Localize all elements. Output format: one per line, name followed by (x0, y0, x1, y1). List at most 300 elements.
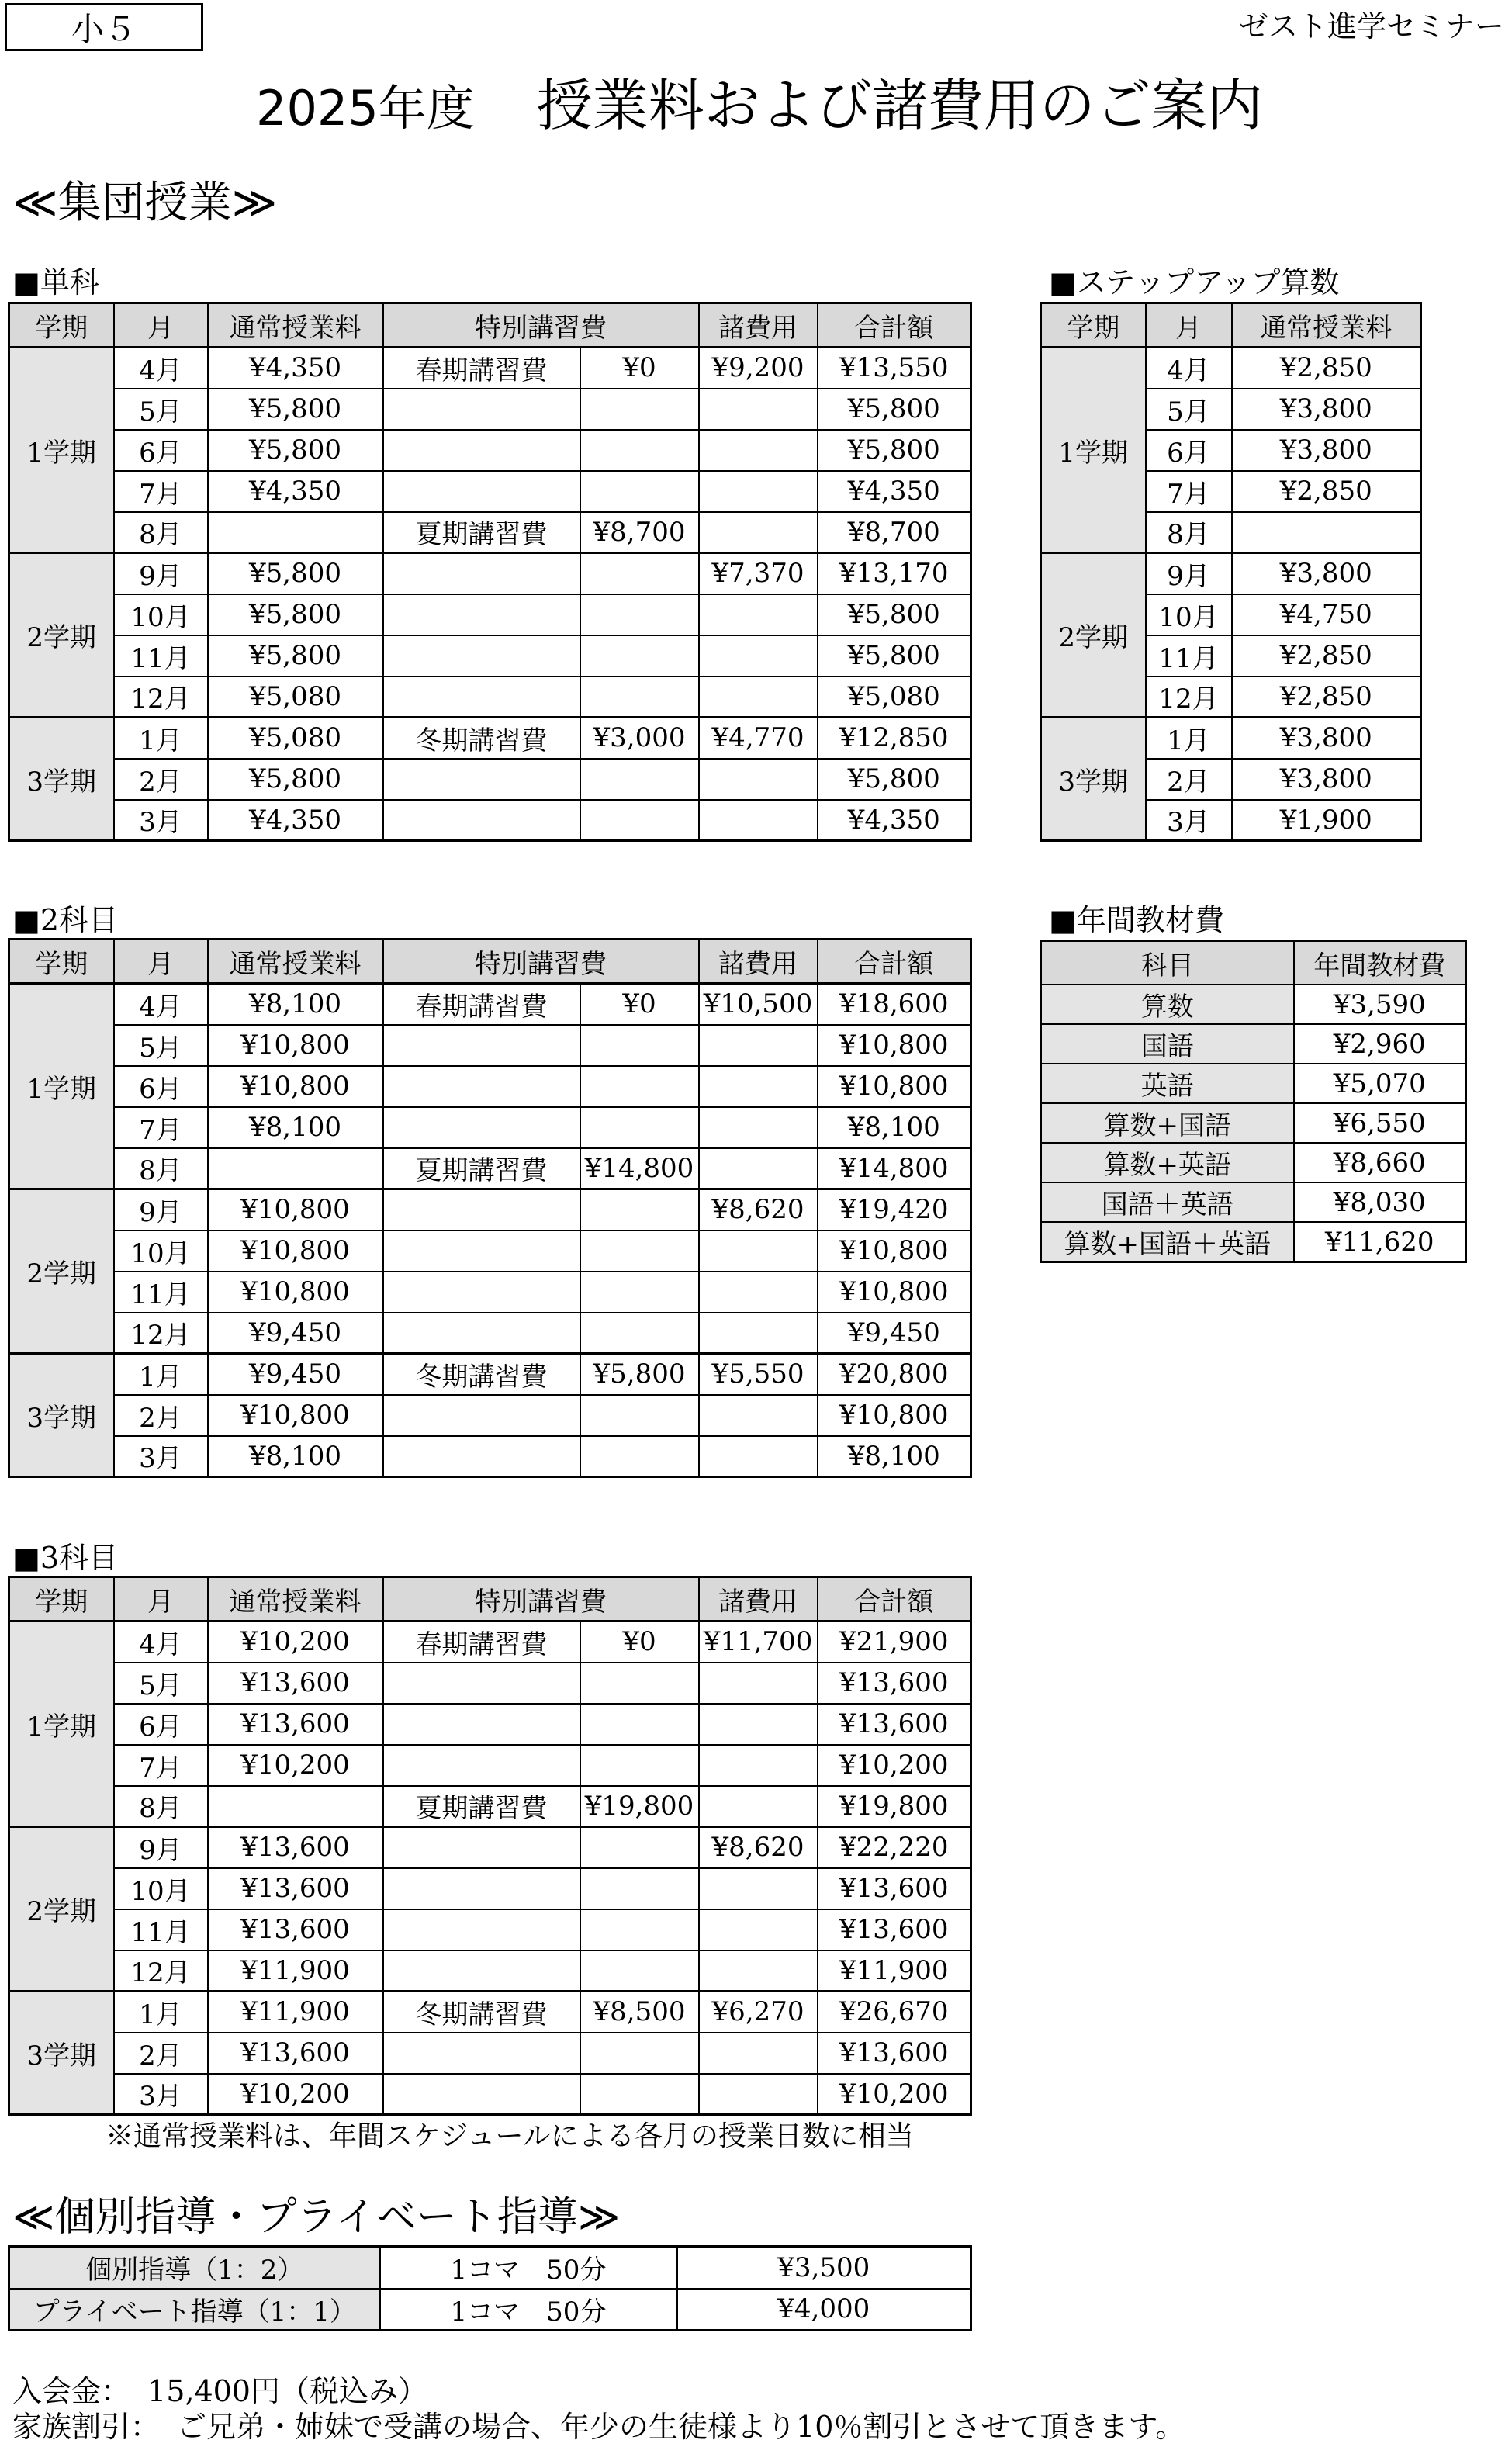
special-course-cell (383, 1868, 580, 1909)
special-course-cell (383, 1909, 580, 1950)
regular-fee-cell: ¥8,100 (208, 984, 383, 1025)
misc-fee-cell (699, 512, 818, 553)
header-special-course: 特別講習費 (383, 303, 699, 348)
special-course-fee-cell (580, 1025, 699, 1066)
total-cell: ¥5,800 (818, 635, 971, 677)
misc-fee-cell (699, 1107, 818, 1148)
header-special-course: 特別講習費 (383, 940, 699, 984)
special-course-cell (383, 1025, 580, 1066)
regular-fee-cell (208, 1786, 383, 1827)
month-cell: 11月 (1146, 635, 1232, 677)
misc-fee-cell (699, 1313, 818, 1354)
regular-fee-cell: ¥9,450 (208, 1354, 383, 1395)
total-cell: ¥5,800 (818, 759, 971, 800)
month-cell: 8月 (1146, 512, 1232, 553)
term-label: 1学期 (9, 348, 114, 553)
table-row (9, 800, 971, 841)
total-cell: ¥8,100 (818, 1436, 971, 1477)
special-course-fee-cell: ¥0 (580, 984, 699, 1025)
misc-fee-cell (699, 800, 818, 841)
table-header-row (9, 1577, 971, 1622)
table-row (9, 2074, 971, 2115)
table-header-row (9, 940, 971, 984)
misc-fee-cell (699, 1272, 818, 1313)
session-length-cell: 1コマ 50分 (380, 2247, 677, 2289)
table-row (9, 2289, 971, 2331)
total-cell: ¥18,600 (818, 984, 971, 1025)
misc-fee-cell (699, 1909, 818, 1950)
regular-fee-cell: ¥8,100 (208, 1107, 383, 1148)
material-fee-cell: ¥6,550 (1294, 1103, 1466, 1143)
table-row (9, 1395, 971, 1436)
total-cell: ¥19,800 (818, 1786, 971, 1827)
header-total: 合計額 (818, 303, 971, 348)
special-course-fee-cell (580, 1950, 699, 1992)
term-label: 2学期 (1041, 553, 1146, 718)
special-course-fee-cell (580, 389, 699, 430)
special-course-fee-cell (580, 1436, 699, 1477)
enrollment-fee-label: 入会金： (12, 2374, 131, 2408)
special-course-fee-cell (580, 1395, 699, 1436)
term-label: 2学期 (9, 1827, 114, 1992)
regular-fee-cell: ¥13,600 (208, 2033, 383, 2074)
special-course-cell (383, 677, 580, 718)
regular-fee-cell: ¥5,080 (208, 718, 383, 759)
regular-fee-cell: ¥5,800 (208, 389, 383, 430)
title-main: 授業料および諸費用のご案内 (536, 73, 1263, 138)
regular-fee-cell: ¥3,800 (1232, 430, 1421, 471)
special-course-cell (383, 1066, 580, 1107)
special-course-cell (383, 471, 580, 512)
header-regular-fee: 通常授業料 (208, 303, 383, 348)
misc-fee-cell: ¥8,620 (699, 1827, 818, 1868)
two-subjects-table (8, 938, 972, 1478)
month-cell: 8月 (114, 1786, 208, 1827)
single-subject-table (8, 302, 972, 842)
special-course-cell: 春期講習費 (383, 984, 580, 1025)
month-cell: 4月 (114, 348, 208, 389)
term-label: 1学期 (9, 984, 114, 1189)
month-cell: 6月 (114, 1066, 208, 1107)
total-cell: ¥10,200 (818, 1745, 971, 1786)
special-course-cell: 春期講習費 (383, 348, 580, 389)
month-cell: 7月 (114, 1107, 208, 1148)
month-cell: 5月 (114, 1025, 208, 1066)
month-cell: 7月 (1146, 471, 1232, 512)
special-course-fee-cell (580, 1066, 699, 1107)
special-course-fee-cell: ¥14,800 (580, 1148, 699, 1189)
special-course-fee-cell (580, 1745, 699, 1786)
total-cell: ¥13,600 (818, 1909, 971, 1950)
table-row (9, 1066, 971, 1107)
misc-fee-cell (699, 1436, 818, 1477)
table-row (9, 1025, 971, 1066)
special-course-fee-cell (580, 1663, 699, 1704)
total-cell: ¥8,700 (818, 512, 971, 553)
table-row (9, 553, 971, 594)
three-subjects-label: ■3科目 (12, 1541, 119, 1575)
header-material-fee: 年間教材費 (1294, 941, 1466, 985)
misc-fee-cell (699, 1066, 818, 1107)
school-name: ゼスト進学セミナー (1238, 9, 1504, 43)
individual-lessons-table (8, 2245, 972, 2331)
family-discount-value: ご兄弟・姉妹で受講の場合、年少の生徒様より10％割引とさせて頂きます。 (177, 2410, 1185, 2444)
course-cell: 個別指導（1：2） (9, 2247, 380, 2289)
regular-fee-cell: ¥13,600 (208, 1868, 383, 1909)
misc-fee-cell (699, 1704, 818, 1745)
header-regular-fee: 通常授業料 (1232, 303, 1421, 348)
table-row (9, 718, 971, 759)
table-row (9, 1868, 971, 1909)
regular-fee-cell: ¥4,350 (208, 800, 383, 841)
term-label: 3学期 (9, 1354, 114, 1477)
total-cell: ¥13,600 (818, 1663, 971, 1704)
material-fee-cell: ¥8,030 (1294, 1182, 1466, 1222)
regular-fee-cell: ¥13,600 (208, 1827, 383, 1868)
special-course-cell (383, 1436, 580, 1477)
total-cell: ¥5,800 (818, 594, 971, 635)
regular-fee-cell: ¥10,800 (208, 1272, 383, 1313)
term-label: 3学期 (9, 718, 114, 841)
subject-cell: 算数 (1041, 985, 1294, 1024)
family-discount (12, 2410, 1185, 2444)
month-cell: 1月 (1146, 718, 1232, 759)
misc-fee-cell (699, 1663, 818, 1704)
header-special-course: 特別講習費 (383, 1577, 699, 1622)
table-row (9, 594, 971, 635)
special-course-fee-cell (580, 800, 699, 841)
misc-fee-cell: ¥6,270 (699, 1992, 818, 2033)
family-discount-label: 家族割引： (12, 2410, 161, 2444)
month-cell: 6月 (1146, 430, 1232, 471)
month-cell: 11月 (114, 1909, 208, 1950)
special-course-cell: 冬期講習費 (383, 1354, 580, 1395)
special-course-fee-cell: ¥0 (580, 348, 699, 389)
regular-fee-cell: ¥3,800 (1232, 553, 1421, 594)
total-cell: ¥20,800 (818, 1354, 971, 1395)
month-cell: 1月 (114, 1354, 208, 1395)
month-cell: 6月 (114, 1704, 208, 1745)
regular-fee-cell: ¥2,850 (1232, 471, 1421, 512)
special-course-cell (383, 1950, 580, 1992)
special-course-fee-cell: ¥8,700 (580, 512, 699, 553)
month-cell: 5月 (114, 389, 208, 430)
misc-fee-cell (699, 471, 818, 512)
group-lessons-heading: ≪集団授業≫ (12, 178, 278, 228)
total-cell: ¥4,350 (818, 471, 971, 512)
special-course-cell (383, 1272, 580, 1313)
total-cell: ¥5,800 (818, 389, 971, 430)
special-course-cell (383, 1395, 580, 1436)
month-cell: 4月 (114, 984, 208, 1025)
month-cell: 11月 (114, 1272, 208, 1313)
annual-materials-table (1040, 940, 1467, 1263)
special-course-cell (383, 1827, 580, 1868)
table-row (9, 677, 971, 718)
enrollment-fee (12, 2374, 427, 2408)
special-course-fee-cell (580, 1230, 699, 1272)
total-cell: ¥5,080 (818, 677, 971, 718)
term-label: 3学期 (9, 1992, 114, 2115)
table-row (9, 1272, 971, 1313)
header-total: 合計額 (818, 940, 971, 984)
month-cell: 12月 (114, 1950, 208, 1992)
regular-fee-cell: ¥5,080 (208, 677, 383, 718)
special-course-fee-cell (580, 1827, 699, 1868)
regular-fee-cell: ¥2,850 (1232, 348, 1421, 389)
special-course-cell (383, 1230, 580, 1272)
table-row (9, 389, 971, 430)
special-course-fee-cell (580, 2074, 699, 2115)
special-course-cell (383, 594, 580, 635)
special-course-cell (383, 389, 580, 430)
material-fee-cell: ¥2,960 (1294, 1024, 1466, 1064)
special-course-cell: 夏期講習費 (383, 512, 580, 553)
table-row (9, 1107, 971, 1148)
material-fee-cell: ¥5,070 (1294, 1064, 1466, 1103)
special-course-cell: 冬期講習費 (383, 1992, 580, 2033)
misc-fee-cell: ¥8,620 (699, 1189, 818, 1230)
table-row (9, 430, 971, 471)
regular-fee-cell: ¥10,200 (208, 2074, 383, 2115)
misc-fee-cell: ¥11,700 (699, 1622, 818, 1663)
page-title (256, 73, 1263, 141)
misc-fee-cell (699, 1745, 818, 1786)
month-cell: 2月 (114, 2033, 208, 2074)
table-row (1041, 1143, 1466, 1182)
subject-cell: 算数+国語 (1041, 1103, 1294, 1143)
header-term: 学期 (1041, 303, 1146, 348)
month-cell: 5月 (114, 1663, 208, 1704)
subject-cell: 国語 (1041, 1024, 1294, 1064)
special-course-fee-cell: ¥5,800 (580, 1354, 699, 1395)
total-cell: ¥10,200 (818, 2074, 971, 2115)
regular-fee-cell: ¥3,800 (1232, 718, 1421, 759)
special-course-fee-cell (580, 677, 699, 718)
total-cell: ¥12,850 (818, 718, 971, 759)
total-cell: ¥10,800 (818, 1066, 971, 1107)
total-cell: ¥26,670 (818, 1992, 971, 2033)
special-course-cell (383, 553, 580, 594)
regular-fee-cell: ¥10,800 (208, 1066, 383, 1107)
misc-fee-cell (699, 1868, 818, 1909)
misc-fee-cell (699, 2074, 818, 2115)
table-row (9, 635, 971, 677)
table-row (1041, 1024, 1466, 1064)
month-cell: 4月 (1146, 348, 1232, 389)
table-row (9, 1313, 971, 1354)
special-course-cell (383, 430, 580, 471)
misc-fee-cell (699, 1148, 818, 1189)
regular-fee-cell: ¥5,800 (208, 594, 383, 635)
material-fee-cell: ¥11,620 (1294, 1222, 1466, 1262)
misc-fee-cell: ¥5,550 (699, 1354, 818, 1395)
month-cell: 1月 (114, 1992, 208, 2033)
special-course-cell (383, 1745, 580, 1786)
month-cell: 1月 (114, 718, 208, 759)
table-row (9, 1745, 971, 1786)
total-cell: ¥9,450 (818, 1313, 971, 1354)
month-cell: 8月 (114, 1148, 208, 1189)
special-course-fee-cell (580, 1909, 699, 1950)
header-misc-fee: 諸費用 (699, 303, 818, 348)
misc-fee-cell (699, 1395, 818, 1436)
total-cell: ¥13,170 (818, 553, 971, 594)
regular-fee-cell: ¥13,600 (208, 1704, 383, 1745)
total-cell: ¥13,600 (818, 1868, 971, 1909)
regular-fee-cell: ¥5,800 (208, 553, 383, 594)
table-row (9, 1704, 971, 1745)
subject-cell: 英語 (1041, 1064, 1294, 1103)
header-misc-fee: 諸費用 (699, 1577, 818, 1622)
regular-fee-cell: ¥2,850 (1232, 635, 1421, 677)
regular-fee-cell: ¥2,850 (1232, 677, 1421, 718)
total-cell: ¥21,900 (818, 1622, 971, 1663)
header-regular-fee: 通常授業料 (208, 1577, 383, 1622)
table-row (1041, 1103, 1466, 1143)
misc-fee-cell (699, 430, 818, 471)
special-course-cell (383, 759, 580, 800)
regular-fee-cell: ¥13,600 (208, 1909, 383, 1950)
special-course-cell (383, 2033, 580, 2074)
special-course-cell (383, 1704, 580, 1745)
table-row (9, 1148, 971, 1189)
month-cell: 3月 (1146, 800, 1232, 841)
special-course-fee-cell (580, 1704, 699, 1745)
special-course-cell (383, 1663, 580, 1704)
step-up-math-label: ■ステップアップ算数 (1049, 265, 1340, 299)
regular-fee-cell: ¥11,900 (208, 1992, 383, 2033)
table-row (9, 2247, 971, 2289)
table-row (9, 471, 971, 512)
month-cell: 6月 (114, 430, 208, 471)
month-cell: 3月 (114, 1436, 208, 1477)
table-row (1041, 1222, 1466, 1262)
special-course-cell: 春期講習費 (383, 1622, 580, 1663)
price-cell: ¥4,000 (677, 2289, 971, 2331)
table-row (1041, 348, 1421, 389)
special-course-fee-cell: ¥8,500 (580, 1992, 699, 2033)
term-label: 1学期 (9, 1622, 114, 1827)
misc-fee-cell (699, 1230, 818, 1272)
special-course-cell (383, 800, 580, 841)
term-label: 2学期 (9, 1189, 114, 1354)
special-course-cell (383, 1189, 580, 1230)
month-cell: 10月 (1146, 594, 1232, 635)
misc-fee-cell (699, 389, 818, 430)
table-row (1041, 553, 1421, 594)
regular-fee-cell: ¥10,800 (208, 1395, 383, 1436)
table-row (9, 1354, 971, 1395)
regular-fee-cell: ¥10,800 (208, 1230, 383, 1272)
regular-fee-cell (208, 1148, 383, 1189)
total-cell: ¥5,800 (818, 430, 971, 471)
regular-fee-cell (1232, 512, 1421, 553)
month-cell: 3月 (114, 2074, 208, 2115)
special-course-fee-cell (580, 635, 699, 677)
table-row (9, 1950, 971, 1992)
price-cell: ¥3,500 (677, 2247, 971, 2289)
table-row (9, 984, 971, 1025)
misc-fee-cell: ¥7,370 (699, 553, 818, 594)
month-cell: 9月 (114, 553, 208, 594)
misc-fee-cell (699, 1950, 818, 1992)
total-cell: ¥10,800 (818, 1025, 971, 1066)
special-course-fee-cell (580, 1313, 699, 1354)
table-row (1041, 1064, 1466, 1103)
special-course-fee-cell: ¥3,000 (580, 718, 699, 759)
table-row (9, 1909, 971, 1950)
header-total: 合計額 (818, 1577, 971, 1622)
total-cell: ¥13,600 (818, 2033, 971, 2074)
regular-fee-cell: ¥5,800 (208, 635, 383, 677)
table-row (9, 1622, 971, 1663)
regular-fee-cell: ¥11,900 (208, 1950, 383, 1992)
special-course-fee-cell (580, 430, 699, 471)
header-misc-fee: 諸費用 (699, 940, 818, 984)
header-month: 月 (114, 1577, 208, 1622)
table-row (9, 1992, 971, 2033)
special-course-cell (383, 1313, 580, 1354)
header-month: 月 (114, 940, 208, 984)
table-row (9, 348, 971, 389)
table-row (9, 1436, 971, 1477)
individual-lessons-heading: ≪個別指導・プライベート指導≫ (12, 2194, 621, 2241)
month-cell: 10月 (114, 1868, 208, 1909)
regular-fee-cell: ¥13,600 (208, 1663, 383, 1704)
special-course-fee-cell: ¥0 (580, 1622, 699, 1663)
special-course-fee-cell: ¥19,800 (580, 1786, 699, 1827)
total-cell: ¥4,350 (818, 800, 971, 841)
regular-fee-cell: ¥3,800 (1232, 389, 1421, 430)
total-cell: ¥8,100 (818, 1107, 971, 1148)
total-cell: ¥14,800 (818, 1148, 971, 1189)
header-term: 学期 (9, 940, 114, 984)
month-cell: 12月 (114, 677, 208, 718)
misc-fee-cell (699, 2033, 818, 2074)
month-cell: 7月 (114, 471, 208, 512)
table-header-row (9, 303, 971, 348)
month-cell: 2月 (1146, 759, 1232, 800)
month-cell: 11月 (114, 635, 208, 677)
subject-cell: 国語＋英語 (1041, 1182, 1294, 1222)
special-course-cell: 夏期講習費 (383, 1148, 580, 1189)
material-fee-cell: ¥8,660 (1294, 1143, 1466, 1182)
month-cell: 9月 (114, 1827, 208, 1868)
table-row (9, 1189, 971, 1230)
special-course-fee-cell (580, 1868, 699, 1909)
special-course-cell (383, 2074, 580, 2115)
header-regular-fee: 通常授業料 (208, 940, 383, 984)
special-course-cell (383, 1107, 580, 1148)
step-up-math-table (1040, 302, 1422, 842)
month-cell: 12月 (1146, 677, 1232, 718)
enrollment-fee-value: 15,400円（税込み） (147, 2374, 427, 2408)
single-subject-label: ■単科 (12, 265, 99, 299)
special-course-cell: 夏期講習費 (383, 1786, 580, 1827)
session-length-cell: 1コマ 50分 (380, 2289, 677, 2331)
regular-fee-cell: ¥9,450 (208, 1313, 383, 1354)
total-cell: ¥22,220 (818, 1827, 971, 1868)
table-row (9, 512, 971, 553)
material-fee-cell: ¥3,590 (1294, 985, 1466, 1024)
special-course-fee-cell (580, 1272, 699, 1313)
regular-fee-cell (208, 512, 383, 553)
subject-cell: 算数+英語 (1041, 1143, 1294, 1182)
regular-fee-cell: ¥4,350 (208, 348, 383, 389)
special-course-fee-cell (580, 553, 699, 594)
misc-fee-cell: ¥9,200 (699, 348, 818, 389)
